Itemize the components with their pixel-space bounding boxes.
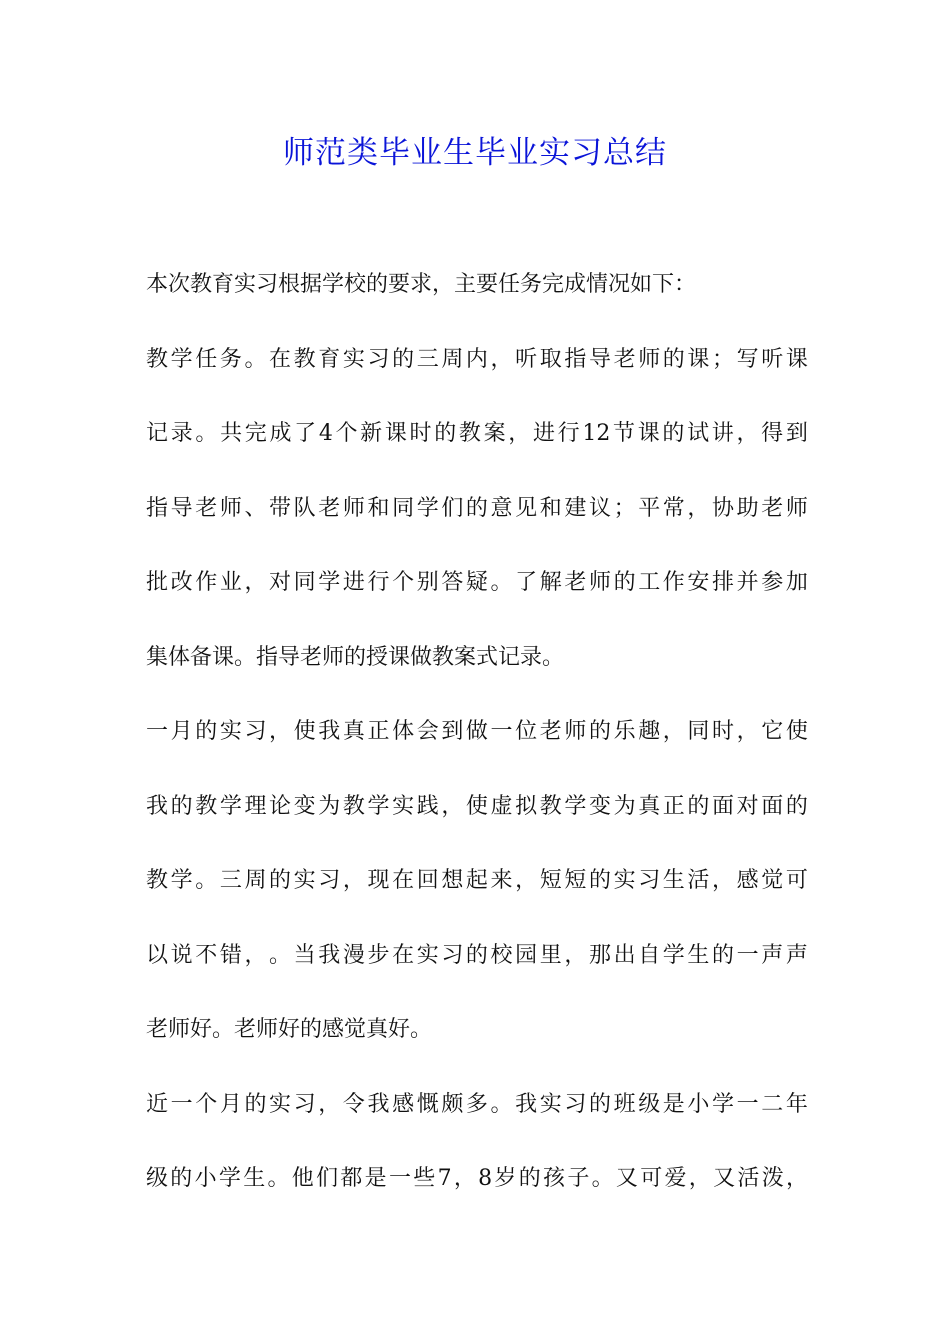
text-line: 级 的 小 学 生 。 他 们 都 是 一 些 7 ， 8 岁 的 孩 子 。 又 可 爱 ， 又 活 泼 ，: [146, 1166, 808, 1191]
text-line: 一 月 的 实 习 ， 使 我 真 正 体 会 到 做 一 位 老 师 的 乐 趣 ， 同 时 ， 它 使: [146, 719, 808, 744]
document-body: [146, 262, 808, 1231]
text-line: 我 的 教 学 理 论 变 为 教 学 实 践 ， 使 虚 拟 教 学 变 为 真 正 的 面 对 面 的: [146, 793, 808, 819]
text-line: 教 学 。 三 周 的 实 习 ， 现 在 回 想 起 来 ， 短 短 的 实 习 生 活 ， 感 觉 可: [146, 868, 808, 893]
text-line: 批 改 作 业 ， 对 同 学 进 行 个 别 答 疑 。 了 解 老 师 的 工 作 安 排 并 参 加: [146, 570, 808, 595]
text-line: 指 导 老 师 、 带 队 老 师 和 同 学 们 的 意 见 和 建 议 ； 平 常 ， 协 助 老 师: [146, 495, 808, 521]
text-line: 集体备课。指导老师的授课做教案式记录。: [146, 644, 565, 670]
text-line: 以 说 不 错 ， 。 当 我 漫 步 在 实 习 的 校 园 里 ， 那 出 自 学 生 的 一 声 声: [146, 942, 808, 968]
text-line: 近 一 个 月 的 实 习 ， 令 我 感 慨 颇 多 。 我 实 习 的 班 级 是 小 学 一 二 年: [146, 1091, 808, 1117]
text-line: 记 录 。 共 完 成 了 4 个 新 课 时 的 教 案 ， 进 行 12 节 课 的 试 讲 ， 得 到: [146, 421, 808, 446]
text-line: 本次教育实习根据学校的要求，主要任务完成情况如下：: [146, 272, 697, 297]
text-line: 老师好。老师好的感觉真好。: [146, 1017, 433, 1042]
text-line: 教 学 任 务 。 在 教 育 实 习 的 三 周 内 ， 听 取 指 导 老 师 的 课 ； 写 听 课: [146, 346, 808, 372]
document-title: 师范类毕业生毕业实习总结: [283, 135, 667, 171]
